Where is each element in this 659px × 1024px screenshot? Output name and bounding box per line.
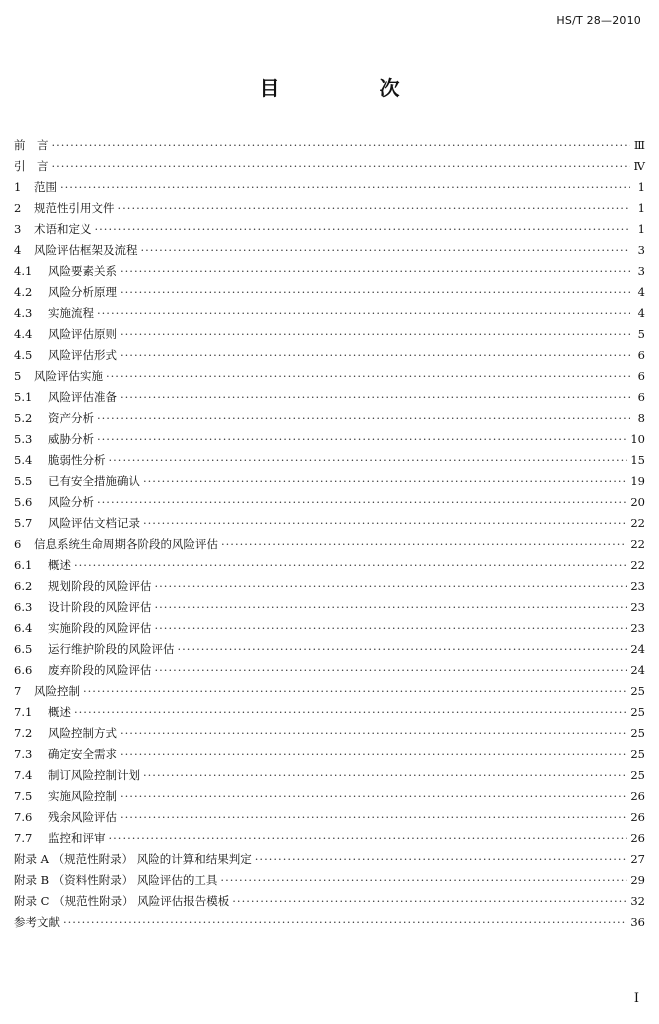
toc-leader-dots <box>97 303 630 324</box>
toc-entry[interactable] <box>14 177 645 198</box>
toc-entry-title: 设计阶段的风险评估 <box>48 600 152 614</box>
toc-entry-page: 36 <box>630 915 645 929</box>
toc-entry[interactable] <box>14 156 645 177</box>
toc-entry-title: 制订风险控制计划 <box>48 768 140 782</box>
toc-entry-number: 6.1 <box>14 558 33 572</box>
toc-entry-number: 5.3 <box>14 432 33 446</box>
toc-leader-dots <box>155 660 628 681</box>
toc-entry-page: 4 <box>637 306 645 320</box>
toc-leader-dots <box>120 387 630 408</box>
toc-leader-dots <box>120 261 630 282</box>
toc-entry-number: 4.2 <box>14 285 33 299</box>
toc-leader-dots <box>120 282 630 303</box>
toc-entry[interactable] <box>14 261 645 282</box>
toc-entry[interactable] <box>14 765 645 786</box>
toc-leader-dots <box>155 597 628 618</box>
toc-entry-title: 概述 <box>48 558 71 572</box>
toc-entry-title: 确定安全需求 <box>48 747 117 761</box>
toc-entry-number: 5.2 <box>14 411 33 425</box>
toc-entry-title: 附录 C （规范性附录） 风险评估报告模板 <box>14 894 230 908</box>
table-of-contents <box>14 135 645 933</box>
toc-leader-dots <box>221 534 627 555</box>
toc-entry-number: 6.5 <box>14 642 33 656</box>
toc-entry-title: 风险评估框架及流程 <box>34 243 138 257</box>
toc-leader-dots <box>155 576 628 597</box>
toc-entry-title: 脆弱性分析 <box>48 453 106 467</box>
standard-code: HS/T 28—2010 <box>556 14 641 27</box>
toc-entry-number: 7.6 <box>14 810 33 824</box>
toc-entry-page: 10 <box>630 432 645 446</box>
toc-leader-dots <box>120 345 630 366</box>
page-number: Ⅰ <box>633 991 639 1006</box>
toc-entry[interactable] <box>14 891 645 912</box>
toc-entry[interactable] <box>14 303 645 324</box>
toc-entry-title: 风险分析 <box>48 495 94 509</box>
toc-entry[interactable] <box>14 450 645 471</box>
toc-entry-number: 6.3 <box>14 600 33 614</box>
toc-entry[interactable] <box>14 828 645 849</box>
toc-entry[interactable] <box>14 870 645 891</box>
toc-entry-title: 风险评估文档记录 <box>48 516 140 530</box>
toc-leader-dots <box>52 156 631 177</box>
toc-entry-page: 6 <box>637 369 645 383</box>
toc-entry-page: 6 <box>637 348 645 362</box>
toc-entry-page: 24 <box>630 663 645 677</box>
toc-entry-title: 残余风险评估 <box>48 810 117 824</box>
toc-entry-page: 22 <box>630 516 645 530</box>
toc-leader-dots <box>109 450 628 471</box>
toc-entry[interactable] <box>14 849 645 870</box>
toc-entry-page: 1 <box>637 222 645 236</box>
toc-entry[interactable] <box>14 513 645 534</box>
toc-entry-title: 附录 B （资料性附录） 风险评估的工具 <box>14 873 218 887</box>
toc-entry[interactable] <box>14 135 645 156</box>
toc-entry[interactable] <box>14 681 645 702</box>
toc-entry[interactable] <box>14 744 645 765</box>
toc-entry-number: 5 <box>14 369 22 383</box>
toc-entry-title: 信息系统生命周期各阶段的风险评估 <box>34 537 218 551</box>
toc-entry-number: 5.6 <box>14 495 33 509</box>
toc-entry-page: Ⅳ <box>633 159 645 173</box>
toc-entry[interactable] <box>14 492 645 513</box>
toc-entry-page: 27 <box>630 852 645 866</box>
toc-leader-dots <box>143 471 627 492</box>
toc-entry-number: 6 <box>14 537 22 551</box>
toc-entry-page: 3 <box>637 243 645 257</box>
toc-entry[interactable] <box>14 660 645 681</box>
toc-leader-dots <box>63 912 627 933</box>
toc-entry[interactable] <box>14 282 645 303</box>
toc-entry[interactable] <box>14 555 645 576</box>
toc-entry-number: 4.3 <box>14 306 33 320</box>
toc-leader-dots <box>141 240 631 261</box>
toc-entry-page: 4 <box>637 285 645 299</box>
toc-leader-dots <box>74 555 627 576</box>
toc-entry[interactable] <box>14 198 645 219</box>
toc-entry-title: 附录 A （规范性附录） 风险的计算和结果判定 <box>14 852 252 866</box>
toc-entry-page: 29 <box>630 873 645 887</box>
toc-entry-page: 15 <box>630 453 645 467</box>
toc-entry-number: 1 <box>14 180 22 194</box>
toc-entry-title: 风险控制 <box>34 684 80 698</box>
toc-entry-page: 22 <box>630 558 645 572</box>
toc-leader-dots <box>120 807 627 828</box>
toc-entry-title: 规划阶段的风险评估 <box>48 579 152 593</box>
toc-entry-page: 26 <box>630 810 645 824</box>
toc-leader-dots <box>143 765 627 786</box>
toc-entry[interactable] <box>14 366 645 387</box>
toc-entry-page: 6 <box>637 390 645 404</box>
toc-entry-number: 7.4 <box>14 768 33 782</box>
toc-entry-title: 参考文献 <box>14 915 60 929</box>
toc-entry-page: 19 <box>630 474 645 488</box>
toc-entry-number: 6.6 <box>14 663 33 677</box>
toc-entry[interactable] <box>14 387 645 408</box>
toc-leader-dots <box>83 681 627 702</box>
toc-entry-number: 7.7 <box>14 831 33 845</box>
toc-entry[interactable] <box>14 702 645 723</box>
toc-entry-page: 5 <box>637 327 645 341</box>
toc-entry-title: 实施流程 <box>48 306 94 320</box>
toc-entry-title: 风险要素关系 <box>48 264 117 278</box>
toc-entry-title: 运行维护阶段的风险评估 <box>48 642 175 656</box>
toc-entry-number: 5.1 <box>14 390 33 404</box>
toc-entry-number: 5.5 <box>14 474 33 488</box>
toc-entry-page: 25 <box>630 705 645 719</box>
toc-entry-page: 22 <box>630 537 645 551</box>
toc-leader-dots <box>220 870 627 891</box>
toc-entry-number: 7.2 <box>14 726 33 740</box>
toc-entry[interactable] <box>14 429 645 450</box>
toc-leader-dots <box>52 135 631 156</box>
toc-leader-dots <box>97 429 627 450</box>
toc-entry[interactable] <box>14 471 645 492</box>
toc-entry-page: 25 <box>630 726 645 740</box>
toc-entry-page: 20 <box>630 495 645 509</box>
toc-leader-dots <box>60 177 630 198</box>
toc-entry-number: 3 <box>14 222 22 236</box>
toc-entry-title: 废弃阶段的风险评估 <box>48 663 152 677</box>
toc-entry[interactable] <box>14 534 645 555</box>
toc-entry-title: 规范性引用文件 <box>34 201 115 215</box>
toc-entry[interactable] <box>14 618 645 639</box>
toc-leader-dots <box>97 408 630 429</box>
toc-entry-number: 4 <box>14 243 22 257</box>
toc-entry-title: 已有安全措施确认 <box>48 474 140 488</box>
toc-entry-page: 1 <box>637 180 645 194</box>
toc-entry-title: 风险分析原理 <box>48 285 117 299</box>
toc-leader-dots <box>74 702 627 723</box>
toc-entry[interactable] <box>14 786 645 807</box>
toc-entry-page: 8 <box>637 411 645 425</box>
toc-entry-title: 范围 <box>34 180 57 194</box>
toc-entry-number: 7.5 <box>14 789 33 803</box>
toc-leader-dots <box>120 786 627 807</box>
toc-entry[interactable] <box>14 912 645 933</box>
toc-entry-title: 风险控制方式 <box>48 726 117 740</box>
toc-leader-dots <box>120 744 627 765</box>
toc-leader-dots <box>109 828 628 849</box>
toc-entry-page: 3 <box>637 264 645 278</box>
toc-entry-page: 1 <box>637 201 645 215</box>
toc-entry[interactable] <box>14 723 645 744</box>
toc-entry-number: 6.2 <box>14 579 33 593</box>
toc-entry[interactable] <box>14 324 645 345</box>
toc-entry-number: 5.7 <box>14 516 33 530</box>
toc-entry-title: 风险评估形式 <box>48 348 117 362</box>
toc-leader-dots <box>155 618 628 639</box>
toc-leader-dots <box>143 513 627 534</box>
toc-entry-number: 7.3 <box>14 747 33 761</box>
toc-entry-title: 实施风险控制 <box>48 789 117 803</box>
toc-leader-dots <box>95 219 631 240</box>
toc-entry-page: 25 <box>630 684 645 698</box>
toc-entry-title: 风险评估准备 <box>48 390 117 404</box>
toc-entry-title: 实施阶段的风险评估 <box>48 621 152 635</box>
toc-leader-dots <box>97 492 627 513</box>
toc-entry-title: 概述 <box>48 705 71 719</box>
toc-entry-number: 7 <box>14 684 22 698</box>
toc-entry-number: 4.4 <box>14 327 33 341</box>
toc-entry-number: 4.5 <box>14 348 33 362</box>
toc-entry-title: 资产分析 <box>48 411 94 425</box>
toc-entry[interactable] <box>14 219 645 240</box>
toc-entry[interactable] <box>14 576 645 597</box>
toc-entry[interactable] <box>14 240 645 261</box>
toc-entry-number: 6.4 <box>14 621 33 635</box>
toc-entry-page: 24 <box>630 642 645 656</box>
toc-entry-page: 23 <box>630 621 645 635</box>
toc-entry-page: 26 <box>630 831 645 845</box>
toc-entry[interactable] <box>14 807 645 828</box>
toc-entry-title: 术语和定义 <box>34 222 92 236</box>
toc-entry-title: 风险评估原则 <box>48 327 117 341</box>
toc-leader-dots <box>120 723 627 744</box>
toc-entry-page: 25 <box>630 747 645 761</box>
toc-entry-number: 2 <box>14 201 22 215</box>
toc-leader-dots <box>232 891 627 912</box>
page-title: 目 次 <box>259 76 440 100</box>
toc-entry-title: 风险评估实施 <box>34 369 103 383</box>
toc-entry-number: 5.4 <box>14 453 33 467</box>
toc-leader-dots <box>120 324 630 345</box>
toc-entry-page: Ⅲ <box>633 138 645 152</box>
toc-entry-page: 26 <box>630 789 645 803</box>
toc-entry[interactable] <box>14 408 645 429</box>
toc-leader-dots <box>178 639 628 660</box>
toc-entry-page: 23 <box>630 600 645 614</box>
toc-entry-title: 威胁分析 <box>48 432 94 446</box>
toc-entry[interactable] <box>14 345 645 366</box>
toc-entry-title: 前 言 <box>14 138 49 152</box>
toc-leader-dots <box>255 849 628 870</box>
toc-entry-page: 25 <box>630 768 645 782</box>
toc-entry[interactable] <box>14 597 645 618</box>
toc-entry-number: 7.1 <box>14 705 33 719</box>
toc-entry-title: 监控和评审 <box>48 831 106 845</box>
toc-entry-title: 引 言 <box>14 159 49 173</box>
toc-leader-dots <box>106 366 630 387</box>
toc-entry-page: 23 <box>630 579 645 593</box>
toc-entry-number: 4.1 <box>14 264 33 278</box>
toc-entry-page: 32 <box>630 894 645 908</box>
toc-leader-dots <box>118 198 631 219</box>
toc-entry[interactable] <box>14 639 645 660</box>
